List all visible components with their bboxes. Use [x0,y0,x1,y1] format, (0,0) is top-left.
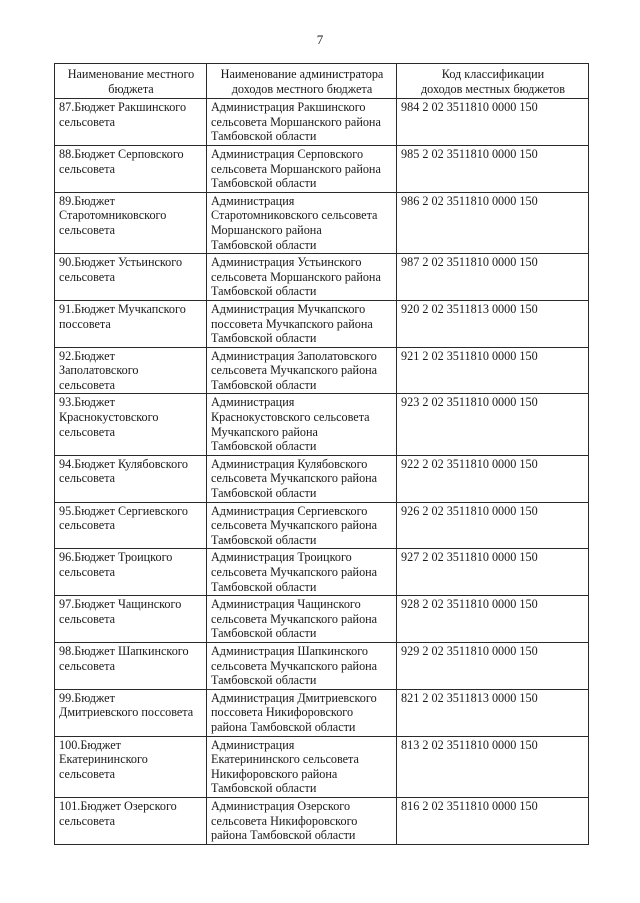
classification-code-cell: 928 2 02 3511810 0000 150 [397,596,589,643]
administrator-line: Старотомниковского сельсовета [211,208,378,223]
budget-name-cell [55,502,207,549]
administrator-line: Администрация Кулябовского [211,456,368,471]
table-row [55,394,589,455]
budget-name-line: сельсовета [59,269,116,284]
administrator-line: Тамбовской области [211,331,317,346]
budget-name-line: сельсовета [59,471,116,486]
budget-name-line: 90.Бюджет Устьинского [59,255,183,270]
administrator-line: Администрация Серповского [211,146,364,161]
administrator-cell [207,596,397,643]
administrator-line: Администрация Троицкого [211,550,352,565]
budget-name-cell [55,300,207,347]
administrator-line: сельсовета Мучкапского района [211,518,378,533]
budget-name-line: 98.Бюджет Шапкинского [59,643,189,658]
classification-code-cell: 986 2 02 3511810 0000 150 [397,192,589,253]
classification-code-cell: 920 2 02 3511813 0000 150 [397,300,589,347]
classification-code-cell: 984 2 02 3511810 0000 150 [397,99,589,146]
administrator-cell [207,797,397,844]
administrator-line: сельсовета Моршанского района [211,269,381,284]
administrator-cell [207,689,397,736]
budget-name-line: 96.Бюджет Троицкого [59,550,173,565]
budget-name-line: 97.Бюджет Чащинского [59,597,182,612]
header-line: Наименование администратора [220,67,384,81]
budget-name-line: сельсовета [59,766,116,781]
administrator-cell [207,455,397,502]
classification-code-cell: 821 2 02 3511813 0000 150 [397,689,589,736]
administrator-line: Тамбовской области [211,284,317,299]
administrator-cell [207,99,397,146]
administrator-cell [207,192,397,253]
administrator-line: Администрация Дмитриевского [211,690,377,705]
administrator-line: Администрация Озерского [211,798,351,813]
classification-code-cell: 987 2 02 3511810 0000 150 [397,254,589,301]
classification-code-cell: 813 2 02 3511810 0000 150 [397,736,589,797]
administrator-cell [207,502,397,549]
page-number: 7 [316,32,324,47]
administrator-line: сельсовета Мучкапского района [211,565,378,579]
administrator-line: района Тамбовской области [211,719,356,734]
administrator-line: Администрация [211,395,295,410]
header-administrator [207,64,397,99]
header-line: доходов местного бюджета [231,81,373,96]
administrator-cell [207,394,397,455]
administrator-line: Моршанского района [211,222,322,237]
administrator-line: Тамбовской области [211,129,317,144]
table-row [55,192,589,253]
budget-name-line: 100.Бюджет [59,737,122,752]
budget-name-line: 87.Бюджет Ракшинского [59,100,187,115]
budget-name-line: 95.Бюджет Сергиевского [59,503,188,518]
administrator-line: района Тамбовской области [211,828,356,843]
administrator-cell [207,254,397,301]
budget-name-line: сельсовета [59,565,116,579]
table-row [55,502,589,549]
budget-name-line: Краснокустовского [59,410,159,425]
table-header-row [55,64,589,99]
table-row [55,736,589,797]
administrator-line: сельсовета Мучкапского района [211,471,378,486]
budget-name-cell [55,145,207,192]
classification-code-cell: 985 2 02 3511810 0000 150 [397,145,589,192]
budget-name-line: 93.Бюджет [59,395,115,410]
table-row [55,455,589,502]
administrator-cell [207,300,397,347]
header-line: доходов местных бюджетов [420,81,566,96]
budget-name-line: 94.Бюджет Кулябовского [59,456,188,471]
administrator-cell [207,736,397,797]
budget-name-line: сельсовета [59,161,116,176]
budget-name-line: 88.Бюджет Серповского [59,146,184,161]
administrator-line: сельсовета Мучкапского района [211,658,378,673]
classification-code-cell: 927 2 02 3511810 0000 150 [397,549,589,596]
table-row [55,347,589,394]
classification-code-cell: 926 2 02 3511810 0000 150 [397,502,589,549]
administrator-line: Администрация Сергиевского [211,503,368,518]
administrator-line: Тамбовской области [211,439,317,454]
budget-name-line: 99.Бюджет [59,690,115,705]
budget-name-line: сельсовета [59,424,116,439]
administrator-line: поссовета Никифоровского [211,705,354,720]
header-line: Код классификации [441,67,545,81]
budget-name-line: Дмитриевского поссовета [59,705,194,720]
budget-name-line: 91.Бюджет Мучкапского [59,301,186,316]
administrator-line: Администрация [211,193,295,208]
classification-code-cell: 923 2 02 3511810 0000 150 [397,394,589,455]
administrator-line: Администрация Мучкапского [211,301,366,316]
budget-name-line: сельсовета [59,114,116,129]
administrator-line: сельсовета Мучкапского района [211,611,378,626]
table-row [55,689,589,736]
budget-table [54,63,589,845]
header-code [397,64,589,99]
budget-name-line: 92.Бюджет [59,348,115,363]
administrator-line: Краснокустовского сельсовета [211,410,370,425]
classification-code-cell: 921 2 02 3511810 0000 150 [397,347,589,394]
budget-name-cell [55,797,207,844]
header-line: бюджета [108,81,154,96]
administrator-line: Администрация [211,737,295,752]
classification-code-cell: 922 2 02 3511810 0000 150 [397,455,589,502]
administrator-line: Тамбовской области [211,377,317,392]
table-row [55,596,589,643]
administrator-line: Тамбовской области [211,673,317,688]
table-row [55,642,589,689]
budget-name-line: сельсовета [59,377,116,392]
budget-name-line: 89.Бюджет [59,193,115,208]
budget-name-cell [55,455,207,502]
budget-name-cell [55,736,207,797]
budget-name-line: Старотомниковского [59,208,167,223]
budget-name-cell [55,192,207,253]
budget-name-line: сельсовета [59,518,116,533]
administrator-line: Администрация Чащинского [211,597,361,612]
administrator-cell [207,642,397,689]
budget-name-cell [55,394,207,455]
budget-name-line: Екатерининского [59,752,148,767]
budget-name-cell [55,642,207,689]
administrator-line: Тамбовской области [211,486,317,501]
budget-name-line: поссовета [59,316,111,331]
budget-name-line: сельсовета [59,222,116,237]
administrator-line: Тамбовской области [211,532,317,547]
administrator-line: Тамбовской области [211,176,317,191]
budget-name-cell [55,99,207,146]
budget-name-cell [55,596,207,643]
header-budget [55,64,207,99]
administrator-line: сельсовета Моршанского района [211,161,381,176]
table-row [55,549,589,596]
budget-name-line: 101.Бюджет Озерского [59,798,177,813]
administrator-line: Администрация Ракшинского [211,100,366,115]
budget-name-line: сельсовета [59,658,116,673]
budget-name-cell [55,689,207,736]
administrator-line: Тамбовской области [211,626,317,641]
budget-name-cell [55,347,207,394]
administrator-line: сельсовета Моршанского района [211,114,381,129]
table-row [55,254,589,301]
administrator-line: Администрация Шапкинского [211,643,368,658]
table-row [55,797,589,844]
administrator-line: поссовета Мучкапского района [211,316,373,331]
classification-code-cell: 816 2 02 3511810 0000 150 [397,797,589,844]
administrator-line: Никифоровского района [211,766,338,781]
administrator-line: Администрация Устьинского [211,255,362,270]
administrator-cell [207,145,397,192]
administrator-line: сельсовета Никифоровского [211,813,358,828]
administrator-cell [207,347,397,394]
budget-name-cell [55,254,207,301]
header-line: Наименование местного [67,67,195,81]
administrator-cell [207,549,397,596]
administrator-line: сельсовета Мучкапского района [211,363,378,378]
administrator-line: Администрация Заполатовского [211,348,377,363]
administrator-line: Тамбовской области [211,237,317,252]
administrator-line: Тамбовской области [211,781,317,796]
administrator-line: Мучкапского района [211,424,318,439]
administrator-line: Екатерининского сельсовета [211,752,359,767]
table-row [55,300,589,347]
table-row [55,145,589,192]
table-row [55,99,589,146]
budget-name-line: Заполатовского [59,363,139,378]
classification-code-cell: 929 2 02 3511810 0000 150 [397,642,589,689]
budget-name-cell [55,549,207,596]
administrator-line: Тамбовской области [211,579,317,594]
budget-name-line: сельсовета [59,813,116,828]
budget-name-line: сельсовета [59,611,116,626]
